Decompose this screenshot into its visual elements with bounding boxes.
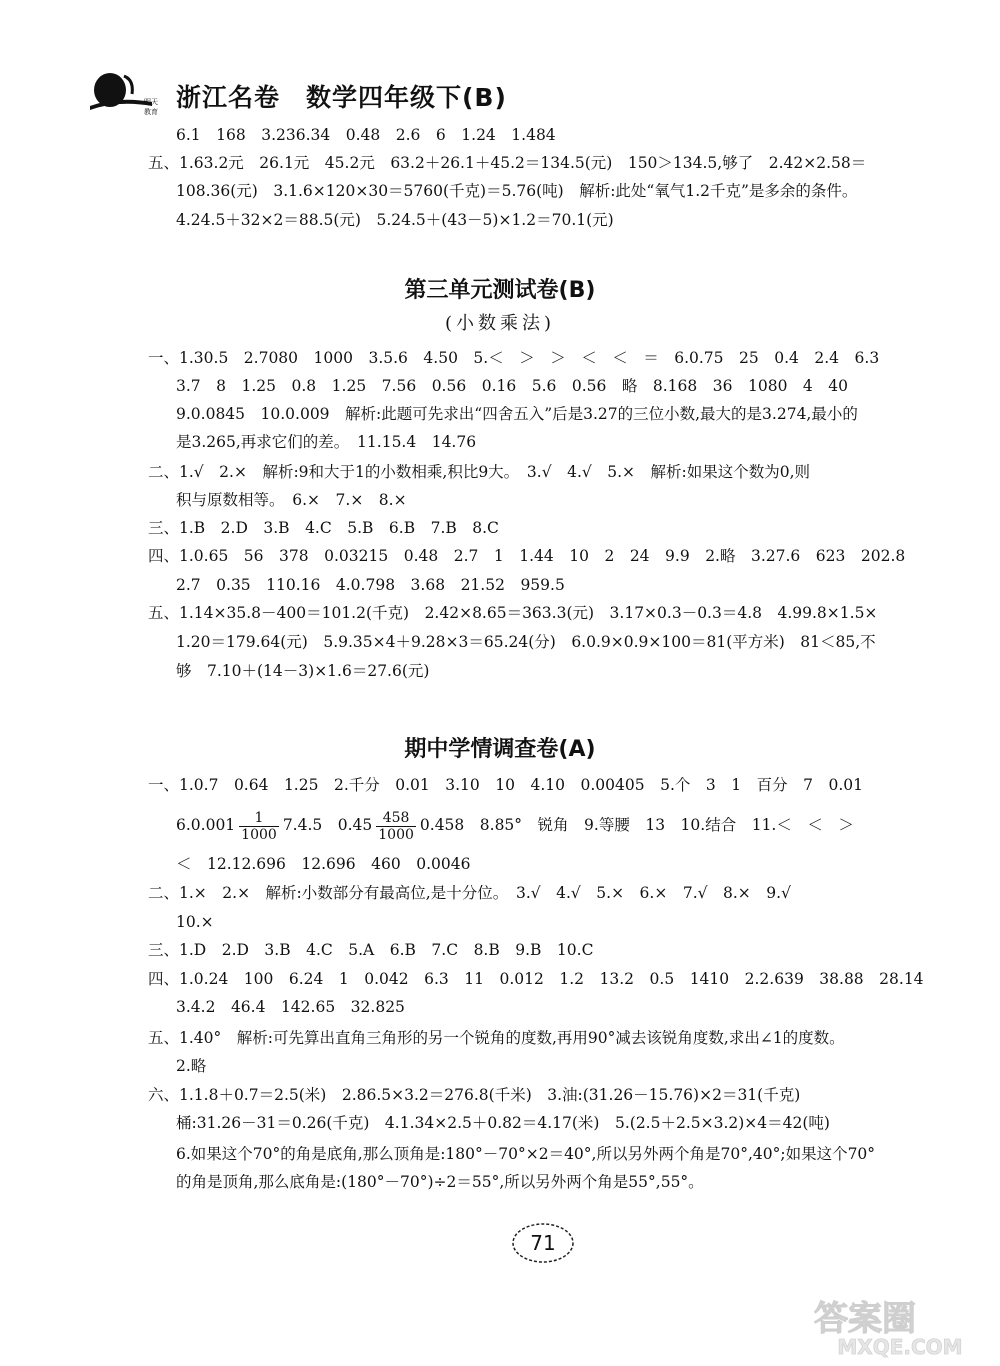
page-header: [88, 62, 648, 126]
text-line: 五、1.63.2元 26.1元 45.2元 63.2＋26.1＋45.2＝134.5(元) 150＞134.5,够了 2.42×2.58＝: [148, 154, 867, 172]
answer-line: 2.略: [176, 1057, 207, 1075]
answer-line: 10.×: [176, 913, 214, 931]
svg-text:明天: 明天: [144, 98, 158, 106]
answer-line-with-fractions: [176, 808, 854, 843]
answer-text: 0.458 8.85° 锐角 9.等腰 13 10.结合 11.＜ ＜ ＞: [419, 816, 854, 834]
svg-text:教育: 教育: [144, 108, 158, 116]
answer-line: 1.20＝179.64(元) 5.9.35×4＋9.28×3＝65.24(分) 6.0.9×0.9×100＝81(平方米) 81＜85,不: [176, 633, 876, 651]
fraction-numerator: 458: [382, 809, 410, 826]
answer-line: 一、1.30.5 2.7080 1000 3.5.6 4.50 5.＜ ＞ ＞ ＜ ＜ ＝ 6.0.75 25 0.4 2.4 6.3: [148, 349, 880, 367]
answer-line: 五、1.14×35.8－400＝101.2(千克) 2.42×8.65＝363.3(元) 3.17×0.3－0.3＝4.8 4.99.8×1.5×: [148, 604, 878, 622]
answer-line: 二、1.× 2.× 解析:小数部分有最高位,是十分位。 3.√ 4.√ 5.× 6.× 7.√ 8.× 9.√: [148, 884, 791, 902]
answer-line: 四、1.0.65 56 378 0.03215 0.48 2.7 1 1.44 10 2 24 9.9 2.略 3.27.6 623 202.8: [148, 547, 906, 565]
answer-line: 二、1.√ 2.× 解析:9和大于1的小数相乘,积比9大。 3.√ 4.√ 5.× 解析:如果这个数为0,则: [148, 463, 811, 481]
watermark-logo: [808, 1290, 990, 1360]
answer-line: 三、1.B 2.D 3.B 4.C 5.B 6.B 7.B 8.C: [148, 519, 499, 537]
answer-line: 6.如果这个70°的角是底角,那么顶角是:180°－70°×2＝40°,所以另外两个角是70°,40°;如果这个70°: [176, 1145, 876, 1163]
svg-text:MXQE.COM: MXQE.COM: [837, 1335, 963, 1359]
answer-text: 6.0.001: [176, 816, 236, 834]
text-line: 4.24.5＋32×2＝88.5(元) 5.24.5＋(43－5)×1.2＝70.1(元): [176, 211, 614, 229]
answer-line: 3.4.2 46.4 142.65 32.825: [176, 998, 405, 1016]
text-line: 6.1 168 3.236.34 0.48 2.6 6 1.24 1.484: [176, 126, 556, 144]
fraction: [239, 810, 279, 843]
answer-line: 够 7.10＋(14－3)×1.6＝27.6(元): [176, 662, 430, 680]
fraction-numerator: 1: [254, 809, 264, 826]
publisher-logo: [88, 62, 166, 122]
answer-line: 积与原数相等。 6.× 7.× 8.×: [176, 491, 407, 509]
answer-line: 桶:31.26－31＝0.26(千克) 4.1.34×2.5＋0.82＝4.17(米) 5.(2.5＋2.5×3.2)×4＝42(吨): [176, 1114, 830, 1132]
answer-line: 三、1.D 2.D 3.B 4.C 5.A 6.B 7.C 8.B 9.B 10.C: [148, 941, 594, 959]
answer-line: 六、1.1.8＋0.7＝2.5(米) 2.86.5×3.2＝276.8(千米) 3.油:(31.26－15.76)×2＝31(千克): [148, 1086, 801, 1104]
answer-line: 是3.265,再求它们的差。 11.15.4 14.76: [176, 433, 477, 451]
fraction-denominator: 1000: [241, 826, 277, 843]
text-line: 108.36(元) 3.1.6×120×30＝5760(千克)＝5.76(吨) 解析:此处“氧气1.2千克”是多余的条件。: [176, 182, 858, 200]
answer-line: ＜ 12.12.696 12.696 460 0.0046: [176, 855, 471, 873]
page-number-text: 71: [530, 1231, 556, 1255]
section-subtitle: (小数乘法): [444, 313, 556, 334]
answer-line: 五、1.40° 解析:可先算出直角三角形的另一个锐角的度数,再用90°减去该锐角度数,求出∠1的度数。: [148, 1029, 845, 1047]
answer-text: 7.4.5 0.45: [282, 816, 373, 834]
answer-line: 的角是顶角,那么底角是:(180°－70°)÷2＝55°,所以另外两个角是55°,55°。: [176, 1173, 704, 1191]
answer-line: 四、1.0.24 100 6.24 1 0.042 6.3 11 0.012 1.2 13.2 0.5 1410 2.2.639 38.88 28.14: [148, 970, 924, 988]
fraction: [376, 810, 416, 843]
answer-line: 2.7 0.35 110.16 4.0.798 3.68 21.52 959.5: [176, 576, 565, 594]
page-number: [508, 1220, 578, 1266]
section-title: 第三单元测试卷(B): [404, 278, 596, 303]
answer-line: 3.7 8 1.25 0.8 1.25 7.56 0.56 0.16 5.6 0.56 略 8.168 36 1080 4 40: [176, 377, 849, 395]
section-title: 期中学情调查卷(A): [404, 737, 596, 762]
svg-text:答案圈: 答案圈: [814, 1299, 916, 1339]
answer-line: 一、1.0.7 0.64 1.25 2.千分 0.01 3.10 10 4.10 0.00405 5.个 3 1 百分 7 0.01: [148, 776, 863, 794]
header-title: 浙江名卷 数学四年级下(B): [176, 83, 507, 112]
answer-line: 9.0.0845 10.0.009 解析:此题可先求出“四舍五入”后是3.27的三位小数,最大的是3.274,最小的: [176, 405, 858, 423]
fraction-denominator: 1000: [378, 826, 414, 843]
